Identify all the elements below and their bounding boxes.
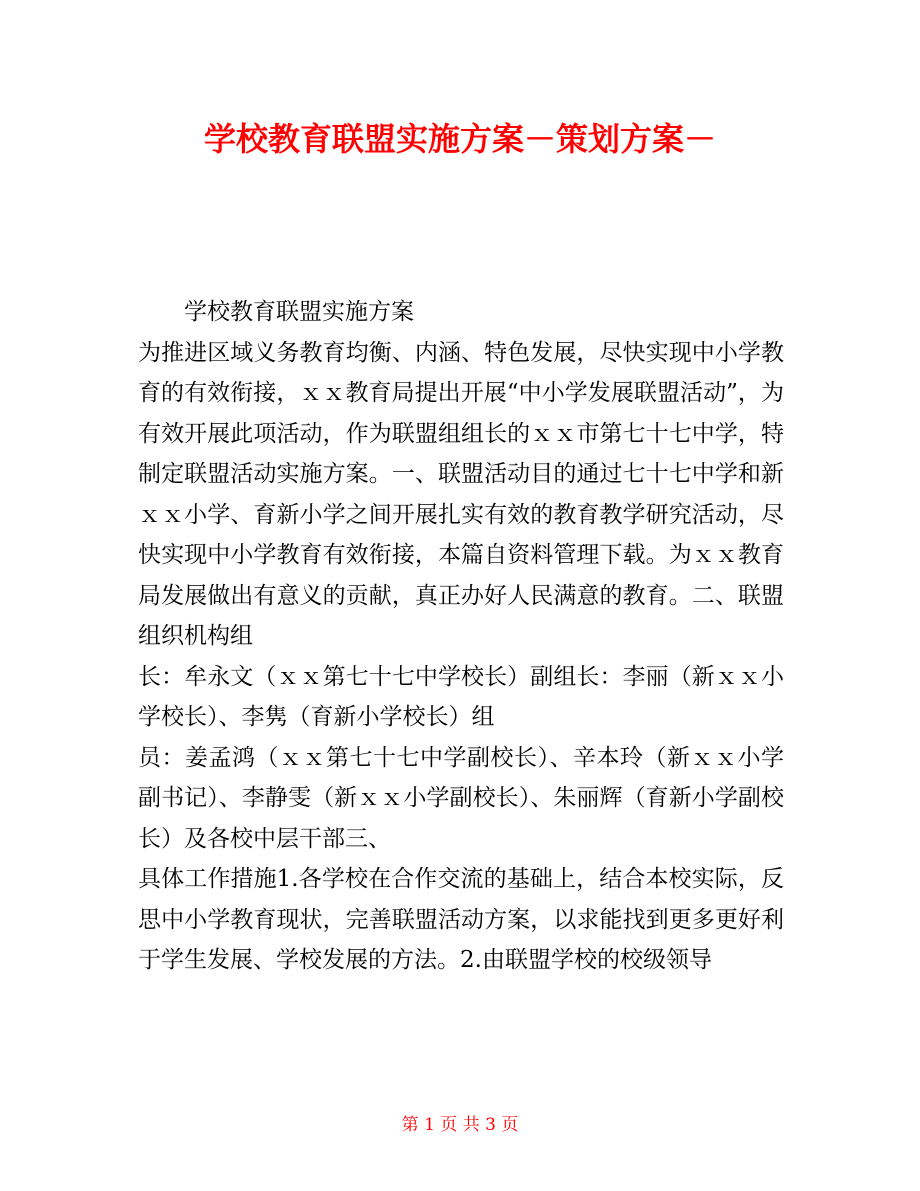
- page-footer: 第 1 页 共 3 页: [401, 1115, 519, 1135]
- document-body: [138, 292, 784, 981]
- paragraph-members: 员：姜孟鸿（ｘｘ第七十七中学副校长）、辛本玲（新ｘｘ小学副书记）、李静雯（新ｘｘ小学副校长）、朱丽辉（育新小学副校长）及各校中层干部三、: [138, 744, 784, 852]
- paragraph-measures: 具体工作措施1.各学校在合作交流的基础上，结合本校实际，反思中小学教育现状，完善联盟活动方案，以求能找到更多更好利于学生发展、学校发展的方法。2.由联盟学校的校级领导: [138, 866, 784, 973]
- document-title: 学校教育联盟实施方案－策划方案－: [203, 120, 716, 158]
- document-subtitle: 学校教育联盟实施方案: [184, 299, 414, 325]
- paragraph-leader: 长：牟永文（ｘｘ第七十七中学校长）副组长：李丽（新ｘｘ小学校长）、李隽（育新小学校长）组: [138, 663, 784, 730]
- paragraph-intro: 为推进区域义务教育均衡、内涵、特色发展，尽快实现中小学教育的有效衔接，ｘｘ教育局提出开展“中小学发展联盟活动”，为有效开展此项活动，作为联盟组组长的ｘｘ市第七十七中学，特制定联盟活动实施方案。一、联盟活动目的通过七十七中学和新ｘｘ小学、育新小学之间开展扎实有效的教育教学研究活动，尽快实现中小学教育有效衔接，本篇自资料管理下载。为ｘｘ教育局发展做出有意义的贡献，真正办好人民满意的教育。二、联盟组织机构组: [138, 339, 784, 649]
